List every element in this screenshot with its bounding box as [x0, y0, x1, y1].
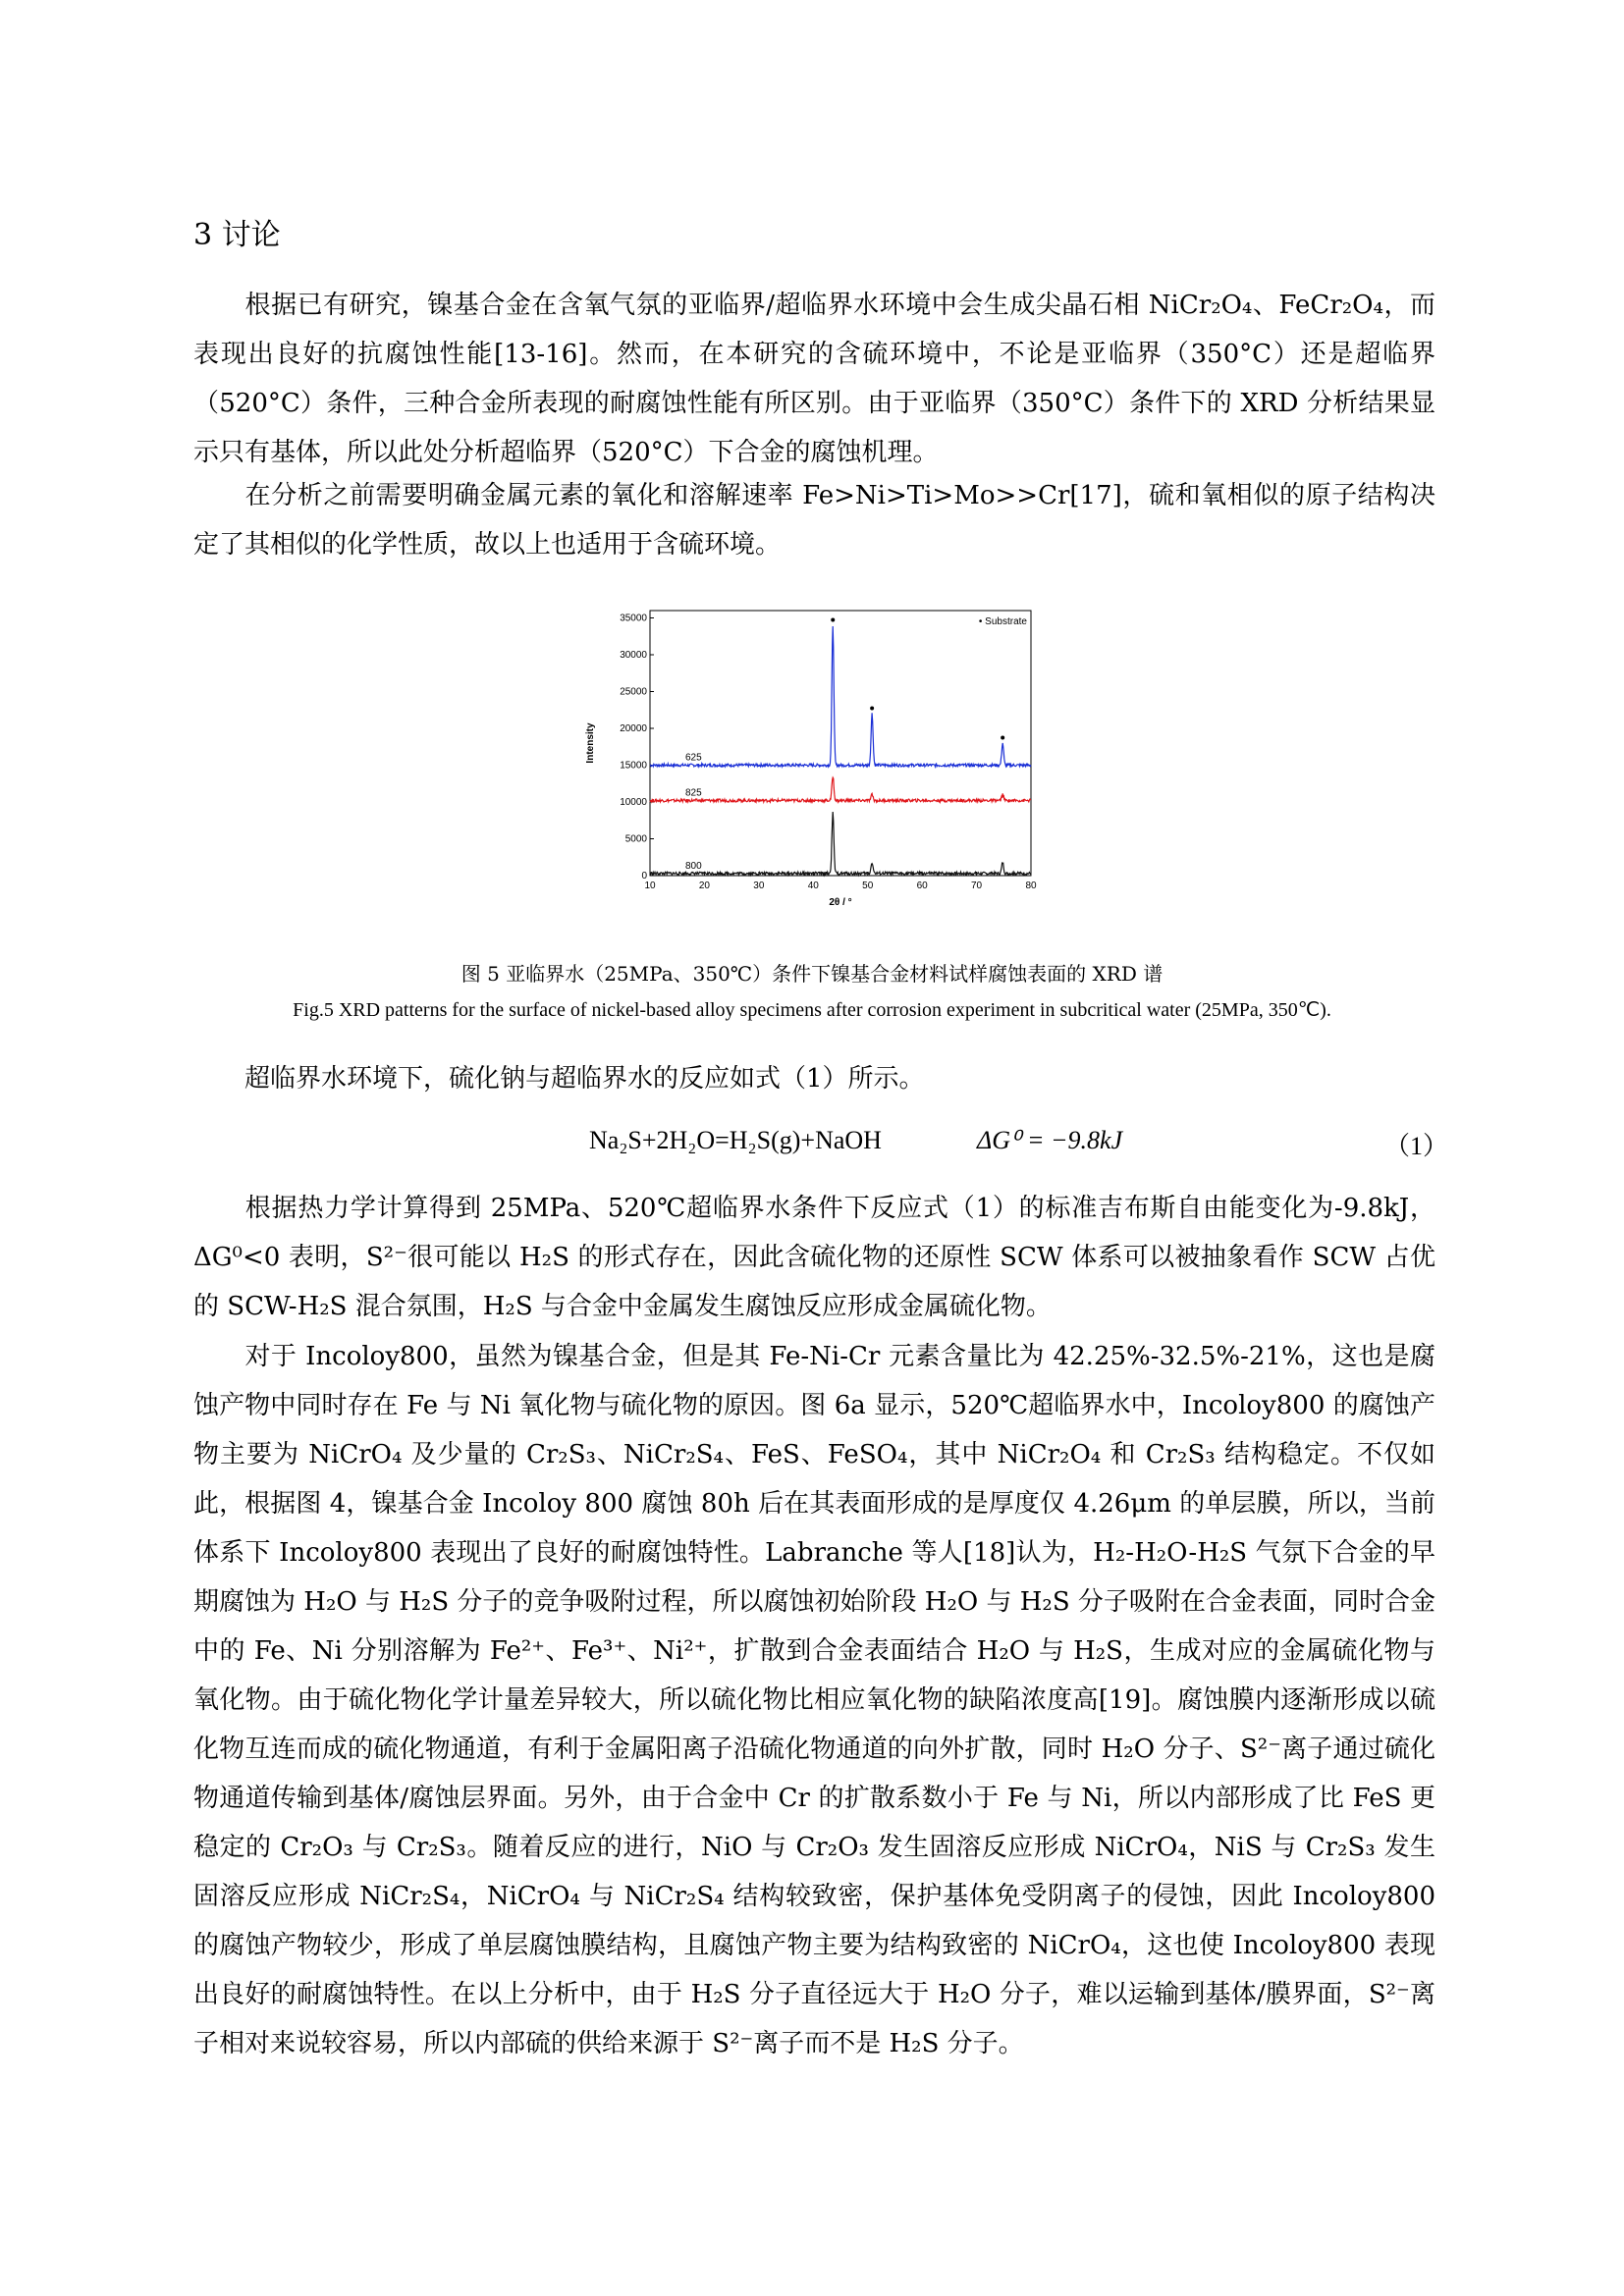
series-label-800: 800: [684, 860, 702, 872]
series-line-625: [650, 626, 1031, 767]
y-tick-label: 5000: [624, 833, 647, 845]
paragraph-4: [193, 1332, 1435, 2068]
y-tick-label: 30000: [620, 650, 647, 661]
equation-formula: Na₂S+2H₂O=H₂S(g)+NaOH: [589, 1126, 882, 1154]
x-tick-label: 70: [971, 881, 983, 891]
y-tick-label: 10000: [620, 797, 647, 808]
section-heading: 3 讨论: [193, 218, 281, 252]
x-tick-label: 60: [916, 881, 928, 891]
equation-intro-text: 超临界水环境下，硫化钠与超临界水的反应如式（1）所示。: [244, 1064, 925, 1094]
x-tick-label: 40: [807, 881, 819, 891]
x-tick-label: 30: [753, 881, 765, 891]
paragraph-1-text: 根据已有研究，镍基合金在含氧气氛的亚临界/超临界水环境中会生成尖晶石相 NiCr₂O₄、FeCr₂O₄，而表现出良好的抗腐蚀性能[13-16]。然而，在本研究的含硫环境中，不论是亚临界（350°C）还是超临界（520°C）条件，三种合金所表现的耐腐蚀性能有所区别。由于亚临界（350°C）条件下的 XRD 分析结果显示只有基体，所以此处分析超临界（520°C）下合金的腐蚀机理。: [193, 291, 1435, 467]
y-tick-label: 15000: [620, 760, 647, 772]
paragraph-2: [193, 471, 1435, 569]
x-tick-label: 80: [1025, 881, 1037, 891]
series-line-825: [650, 777, 1031, 802]
series-label-825: 825: [684, 787, 702, 799]
x-tick-label: 10: [644, 881, 656, 891]
x-tick-label: 50: [862, 881, 874, 891]
y-tick-label: 35000: [620, 613, 647, 624]
series-line-800: [650, 812, 1031, 875]
y-axis-label: Intensity: [585, 722, 596, 764]
series-label-625: 625: [684, 752, 702, 764]
x-tick-label: 20: [698, 881, 710, 891]
paragraph-3-text: 根据热力学计算得到 25MPa、520℃超临界水条件下反应式（1）的标准吉布斯自由能变化为-9.8kJ，ΔG⁰<0 表明，S²⁻很可能以 H₂S 的形式存在，因此含硫化物的还原性 SCW 体系可以被抽象看作 SCW 占优的 SCW-H₂S 混合氛围，H₂S 与合金中金属发生腐蚀反应形成金属硫化物。: [193, 1194, 1435, 1321]
y-tick-label: 0: [641, 871, 647, 881]
paragraph-3: [193, 1184, 1435, 1331]
plot-frame: [650, 611, 1031, 876]
legend-entry: • Substrate: [978, 616, 1027, 627]
substrate-marker: [831, 618, 835, 622]
figure-caption-cn: 图 5 亚临界水（25MPa、350℃）条件下镍基合金材料试样腐蚀表面的 XRD 谱: [460, 962, 1164, 986]
paragraph-4-text: 对于 Incoloy800，虽然为镍基合金，但是其 Fe-Ni-Cr 元素含量比为 42.25%-32.5%-21%，这也是腐蚀产物中同时存在 Fe 与 Ni 氧化物与硫化物的原因。图 6a 显示，520℃超临界水中，Incoloy800 的腐蚀产物主要为 NiCrO₄ 及少量的 Cr₂S₃、NiCr₂S₄、FeS、FeSO₄，其中 NiCr₂O₄ 和 Cr₂S₃ 结构稳定。不仅如此，根据图 4，镍基合金 Incoloy 800 腐蚀 80h 后在其表面形成的是厚度仅 4.26μm 的单层膜，所以，当前体系下 Incoloy800 表现出了良好的耐腐蚀特性。Labranche 等人[18]认为，H₂-H₂O-H₂S 气氛下合金的早期腐蚀为 H₂O 与 H₂S 分子的竞争吸附过程，所以腐蚀初始阶段 H₂O 与 H₂S 分子吸附在合金表面，同时合金中的 Fe、Ni 分别溶解为 Fe²⁺、Fe³⁺、Ni²⁺，扩散到合金表面结合 H₂O 与 H₂S，生成对应的金属硫化物与氧化物。由于硫化物化学计量差异较大，所以硫化物比相应氧化物的缺陷浓度高[19]。腐蚀膜内逐渐形成以硫化物互连而成的硫化物通道，有利于金属阳离子沿硫化物通道的向外扩散，同时 H₂O 分子、S²⁻离子通过硫化物通道传输到基体/腐蚀层界面。另外，由于合金中 Cr 的扩散系数小于 Fe 与 Ni，所以内部形成了比 FeS 更稳定的 Cr₂O₃ 与 Cr₂S₃。随着反应的进行，NiO 与 Cr₂O₃ 发生固溶反应形成 NiCrO₄，NiS 与 Cr₂S₃ 发生固溶反应形成 NiCr₂S₄，NiCrO₄ 与 NiCr₂S₄ 结构较致密，保护基体免受阴离子的侵蚀，因此 Incoloy800 的腐蚀产物较少，形成了单层腐蚀膜结构，且腐蚀产物主要为结构致密的 NiCrO₄，这也使 Incoloy800 表现出良好的耐腐蚀特性。在以上分析中，由于 H₂S 分子直径远大于 H₂O 分子，难以运输到基体/膜界面，S²⁻离子相对来说较容易，所以内部硫的供给来源于 S²⁻离子而不是 H₂S 分子。: [193, 1342, 1435, 2058]
xrd-chart: [579, 601, 1051, 915]
y-tick-label: 20000: [620, 723, 647, 734]
y-tick-label: 25000: [620, 686, 647, 698]
paragraph-1: [193, 281, 1435, 477]
equation-intro: [193, 1054, 1435, 1103]
figure-caption-en: Fig.5 XRD patterns for the surface of nickel-based alloy specimens after corrosion experiment in subcritical water (25MPa, 350℃).: [293, 999, 1331, 1021]
equation-gibbs: ΔG⁰ = −9.8kJ: [977, 1126, 1123, 1154]
substrate-marker: [870, 707, 874, 711]
paragraph-2-text: 在分析之前需要明确金属元素的氧化和溶解速率 Fe>Ni>Ti>Mo>>Cr[17]，硫和氧相似的原子结构决定了其相似的化学性质，故以上也适用于含硫环境。: [193, 481, 1435, 560]
substrate-marker: [1001, 736, 1004, 740]
x-axis-label: 2θ / °: [829, 897, 852, 908]
equation-number: （1）: [1384, 1132, 1449, 1160]
